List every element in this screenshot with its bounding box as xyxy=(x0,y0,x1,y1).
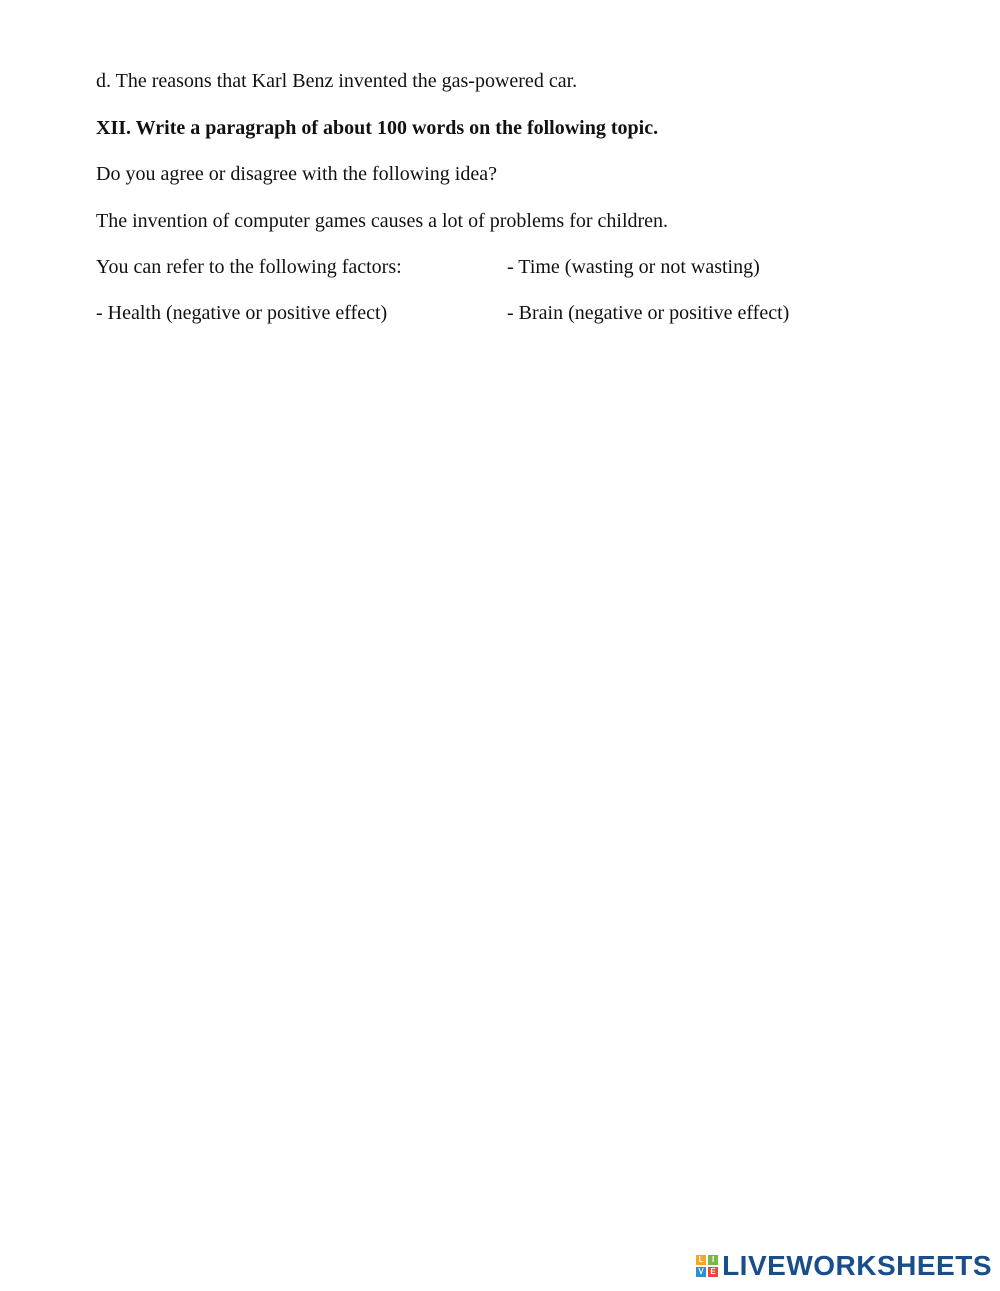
section-heading: XII. Write a paragraph of about 100 words on the following topic. xyxy=(96,117,659,139)
factor-brain: - Brain (negative or positive effect) xyxy=(507,302,790,324)
logo-tile-e: E xyxy=(708,1267,718,1277)
brand-name: LIVEWORKSHEETS xyxy=(722,1250,992,1281)
logo-tile-l: L xyxy=(696,1255,706,1265)
refer-intro-text: You can refer to the following factors: xyxy=(96,256,402,278)
item-d-text: d. The reasons that Karl Benz invented the gas-powered car. xyxy=(96,70,578,92)
logo-tile-i: I xyxy=(708,1255,718,1265)
question-text: Do you agree or disagree with the following idea? xyxy=(96,163,497,185)
factor-health: - Health (negative or positive effect) xyxy=(96,302,388,324)
logo-tile-v: V xyxy=(696,1267,706,1277)
liveworksheets-brand xyxy=(696,1249,992,1283)
statement-text: The invention of computer games causes a lot of problems for children. xyxy=(96,210,669,232)
liveworksheets-logo-icon xyxy=(696,1255,718,1277)
factor-time: - Time (wasting or not wasting) xyxy=(507,256,760,278)
